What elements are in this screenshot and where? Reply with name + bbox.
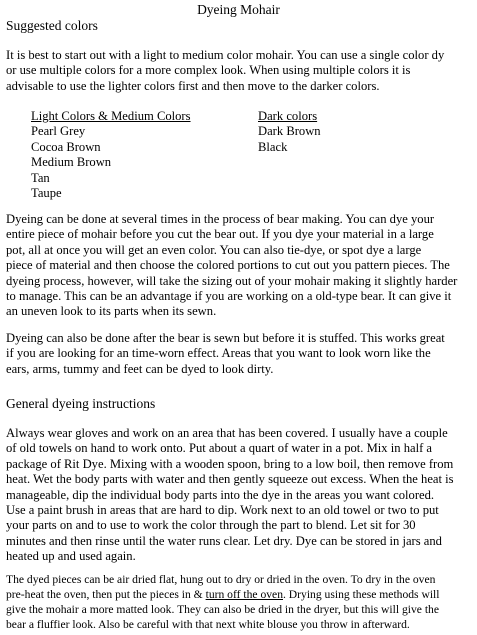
text-fragment: . Drying using these methods will [283,588,440,601]
text-line [6,587,476,602]
text-fragment: pre-heat the oven, then put the pieces in & [6,588,206,601]
text-line: bear a fluffier look. Also be careful with that next white blouse you throw in afterward. [6,618,410,631]
underlined-text: turn off the oven [205,588,283,601]
list-item: Medium Brown [31,155,112,170]
text-line: if you are looking for an time-worn effect. Areas that you want to look worn like the [6,346,431,361]
text-line: of old towels on hand to work onto. Put about a quart of water in a pot. Mix in half a [6,441,433,456]
text-line: pot, all at once you will get an even color. You can also tie-dye, or spot dye a large [6,242,422,257]
text-line: piece of material and then choose the colored portions to cut out you pattern pieces. The [6,258,450,273]
text-line: your parts on and to use to work the color through the part to blend. Let sit for 30 [6,518,416,533]
dark-colors-list [258,109,321,155]
list-item: Pearl Grey [31,124,86,139]
text-line: or use multiple colors for a more complex look. When using multiple colors it is [6,63,411,78]
text-line: dyeing process, however, will take the sizing out of your mohair making it slightly harder [6,273,458,288]
list-item: Cocoa Brown [31,139,101,154]
text-line: heat. Wet the body parts with water and then gently squeeze out excess. When the heat is [6,472,454,487]
text-line: minutes and then rinse until the water runs clear. Let dry. Dye can be stored in jars and [6,533,442,548]
light-colors-header: Light Colors & Medium Colors [31,109,191,123]
text-line: Use a paint brush in areas that are hard to dip. Work next to an old towel or two to put [6,503,439,518]
instructions-paragraph [6,426,476,565]
heading-general-instructions: General dyeing instructions [6,396,156,411]
text-line: advisable to use the lighter colors first and then move to the darker colors. [6,78,380,93]
document-title: Dyeing Mohair [197,2,280,17]
list-item: Tan [31,170,50,185]
text-line: Dyeing can also be done after the bear is sewn but before it is stuffed. This works great [6,331,445,345]
heading-suggested-colors: Suggested colors [6,18,98,33]
text-line: to manage. This can be an advantage if you are working on a old-type bear. It can give it [6,289,452,304]
text-line: It is best to start out with a light to medium color mohair. You can use a single color dy [6,48,445,62]
text-line: package of Rit Dye. Mixing with a wooden spoon, bring to a low boil, then remove from [6,456,454,471]
text-line: entire piece of mohair before you cut the bear out. If you dye your material in a large [6,227,434,242]
list-item: Dark Brown [258,124,321,139]
text-line: ears, arms, tummy and feet can be dyed to look dirty. [6,361,274,376]
intro-paragraph [6,48,476,94]
text-line: manageable, dip the individual body parts into the dye in the areas you want colored. [6,487,435,502]
dyeing-timing-paragraph [6,212,476,320]
text-line: Dyeing can be done at several times in the process of bear making. You can dye your [6,212,435,226]
drying-paragraph [6,572,476,632]
list-item: Black [258,139,288,154]
dyeing-after-paragraph [6,331,476,377]
text-line: an uneven look to its parts when its sewn. [6,304,217,319]
text-line: heated up and used again. [6,549,136,564]
list-item: Taupe [31,186,62,201]
light-colors-list [31,109,191,201]
dark-colors-header: Dark colors [258,109,318,123]
text-line: give the mohair a more matted look. They can also be dried in the dryer, but this will give the [6,603,440,616]
text-line: Always wear gloves and work on an area that has been covered. I usually have a couple [6,426,448,440]
text-line: The dyed pieces can be air dried flat, hung out to dry or dried in the oven. To dry in the oven [6,573,436,586]
